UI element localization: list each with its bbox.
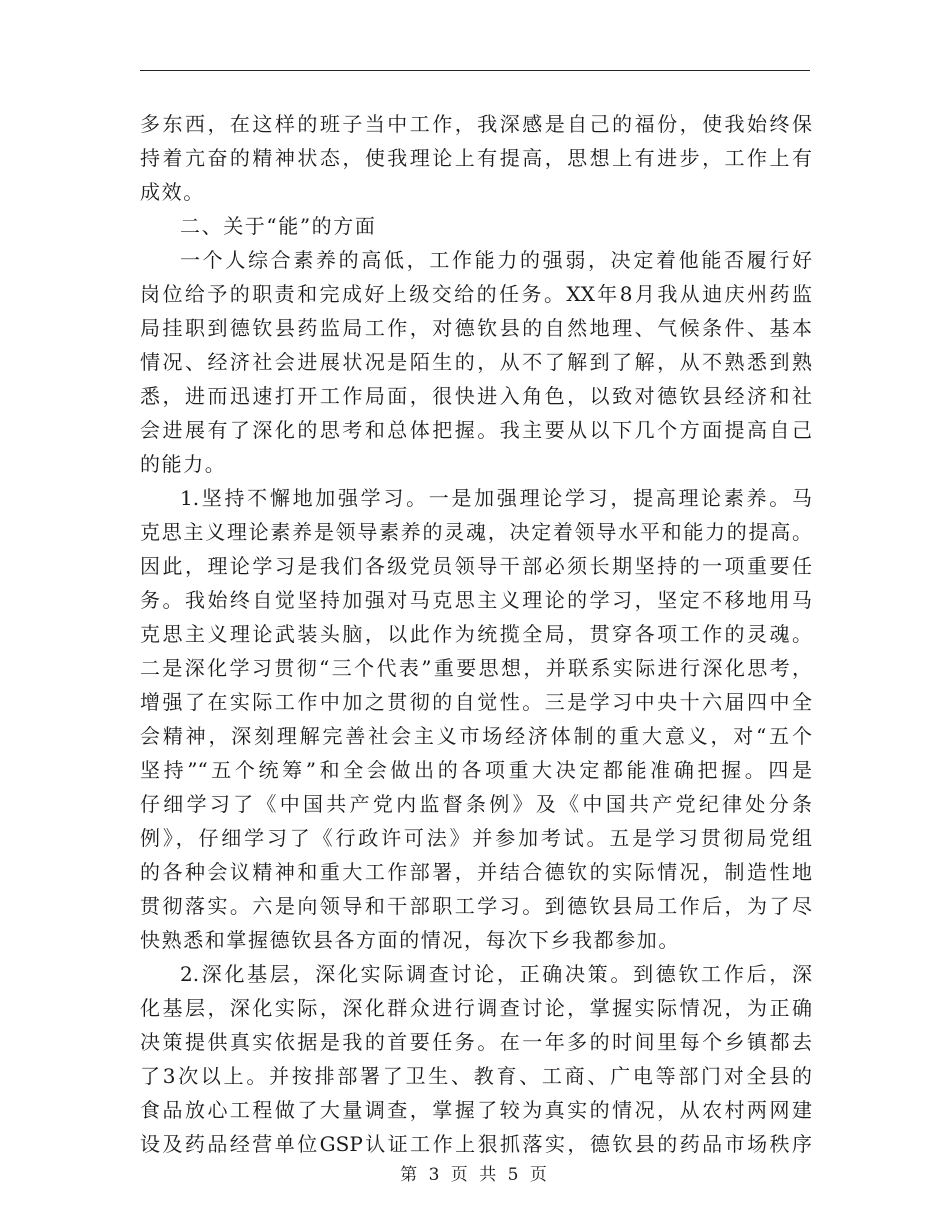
text-line: 了3次以上。并按排部署了卫生、教育、工商、广电等部门对全县的: [140, 1064, 812, 1088]
text-line: 多东西，在这样的班子当中工作，我深感是自己的福份，使我始终保: [140, 112, 812, 136]
text-line: 务。我始终自觉坚持加强对马克思主义理论的学习，坚定不移地用马: [140, 588, 812, 612]
text-line: 贯彻落实。六是向领导和干部职工学习。到德钦县局工作后，为了尽: [140, 894, 812, 918]
header-rule: [140, 70, 810, 71]
text-line: 仔细学习了《中国共产党内监督条例》及《中国共产党纪律处分条: [140, 792, 812, 816]
text-line: 食品放心工程做了大量调查，掌握了较为真实的情况，从农村两网建: [140, 1098, 812, 1122]
text-line: 悉，进而迅速打开工作局面，很快进入角色，以致对德钦县经济和社: [140, 384, 812, 408]
text-line: 化基层，深化实际，深化群众进行调查讨论，掌握实际情况，为正确: [140, 996, 812, 1020]
text-line: 岗位给予的职责和完成好上级交给的任务。XX年8月我从迪庆州药监: [140, 282, 812, 306]
text-line: 成效。: [140, 180, 205, 204]
text-line: 例》，仔细学习了《行政许可法》并参加考试。五是学习贯彻局党组: [140, 826, 812, 850]
document-body: [140, 107, 812, 1161]
text-line: 因此，理论学习是我们各级党员领导干部必须长期坚持的一项重要任: [140, 554, 812, 578]
text-line: 增强了在实际工作中加之贯彻的自觉性。三是学习中央十六届四中全: [140, 690, 812, 714]
text-line: 二是深化学习贯彻“三个代表”重要思想，并联系实际进行深化思考，: [140, 656, 812, 680]
text-line: 克思主义理论武装头脑，以此作为统揽全局，贯穿各项工作的灵魂。: [140, 622, 812, 646]
text-line: 坚持”“五个统筹”和全会做出的各项重大决定都能准确把握。四是: [140, 758, 812, 782]
page-number-footer: 第 3 页 共 5 页: [400, 1165, 550, 1185]
text-line: 1.坚持不懈地加强学习。一是加强理论学习，提高理论素养。马: [180, 486, 812, 510]
text-line: 情况、经济社会进展状况是陌生的，从不了解到了解，从不熟悉到熟: [140, 350, 812, 374]
text-line: 克思主义理论素养是领导素养的灵魂，决定着领导水平和能力的提高。: [140, 520, 812, 544]
text-line: 的能力。: [140, 452, 227, 476]
text-line: 2.深化基层，深化实际调查讨论，正确决策。到德钦工作后，深: [180, 962, 812, 986]
text-line: 决策提供真实依据是我的首要任务。在一年多的时间里每个乡镇都去: [140, 1030, 812, 1054]
text-line: 持着亢奋的精神状态，使我理论上有提高，思想上有进步，工作上有: [140, 146, 812, 170]
text-line: 会进展有了深化的思考和总体把握。我主要从以下几个方面提高自己: [140, 418, 812, 442]
text-line: 会精神，深刻理解完善社会主义市场经济体制的重大意义，对“五个: [140, 724, 812, 748]
text-line: 的各种会议精神和重大工作部署，并结合德钦的实际情况，制造性地: [140, 860, 812, 884]
text-line: 设及药品经营单位GSP认证工作上狠抓落实，德钦县的药品市场秩序: [140, 1132, 812, 1156]
text-line: 快熟悉和掌握德钦县各方面的情况，每次下乡我都参加。: [140, 928, 680, 952]
text-line: 局挂职到德钦县药监局工作，对德钦县的自然地理、气候条件、基本: [140, 316, 812, 340]
text-line: 二、关于“能”的方面: [180, 214, 377, 238]
text-line: 一个人综合素养的高低，工作能力的强弱，决定着他能否履行好: [180, 248, 812, 272]
